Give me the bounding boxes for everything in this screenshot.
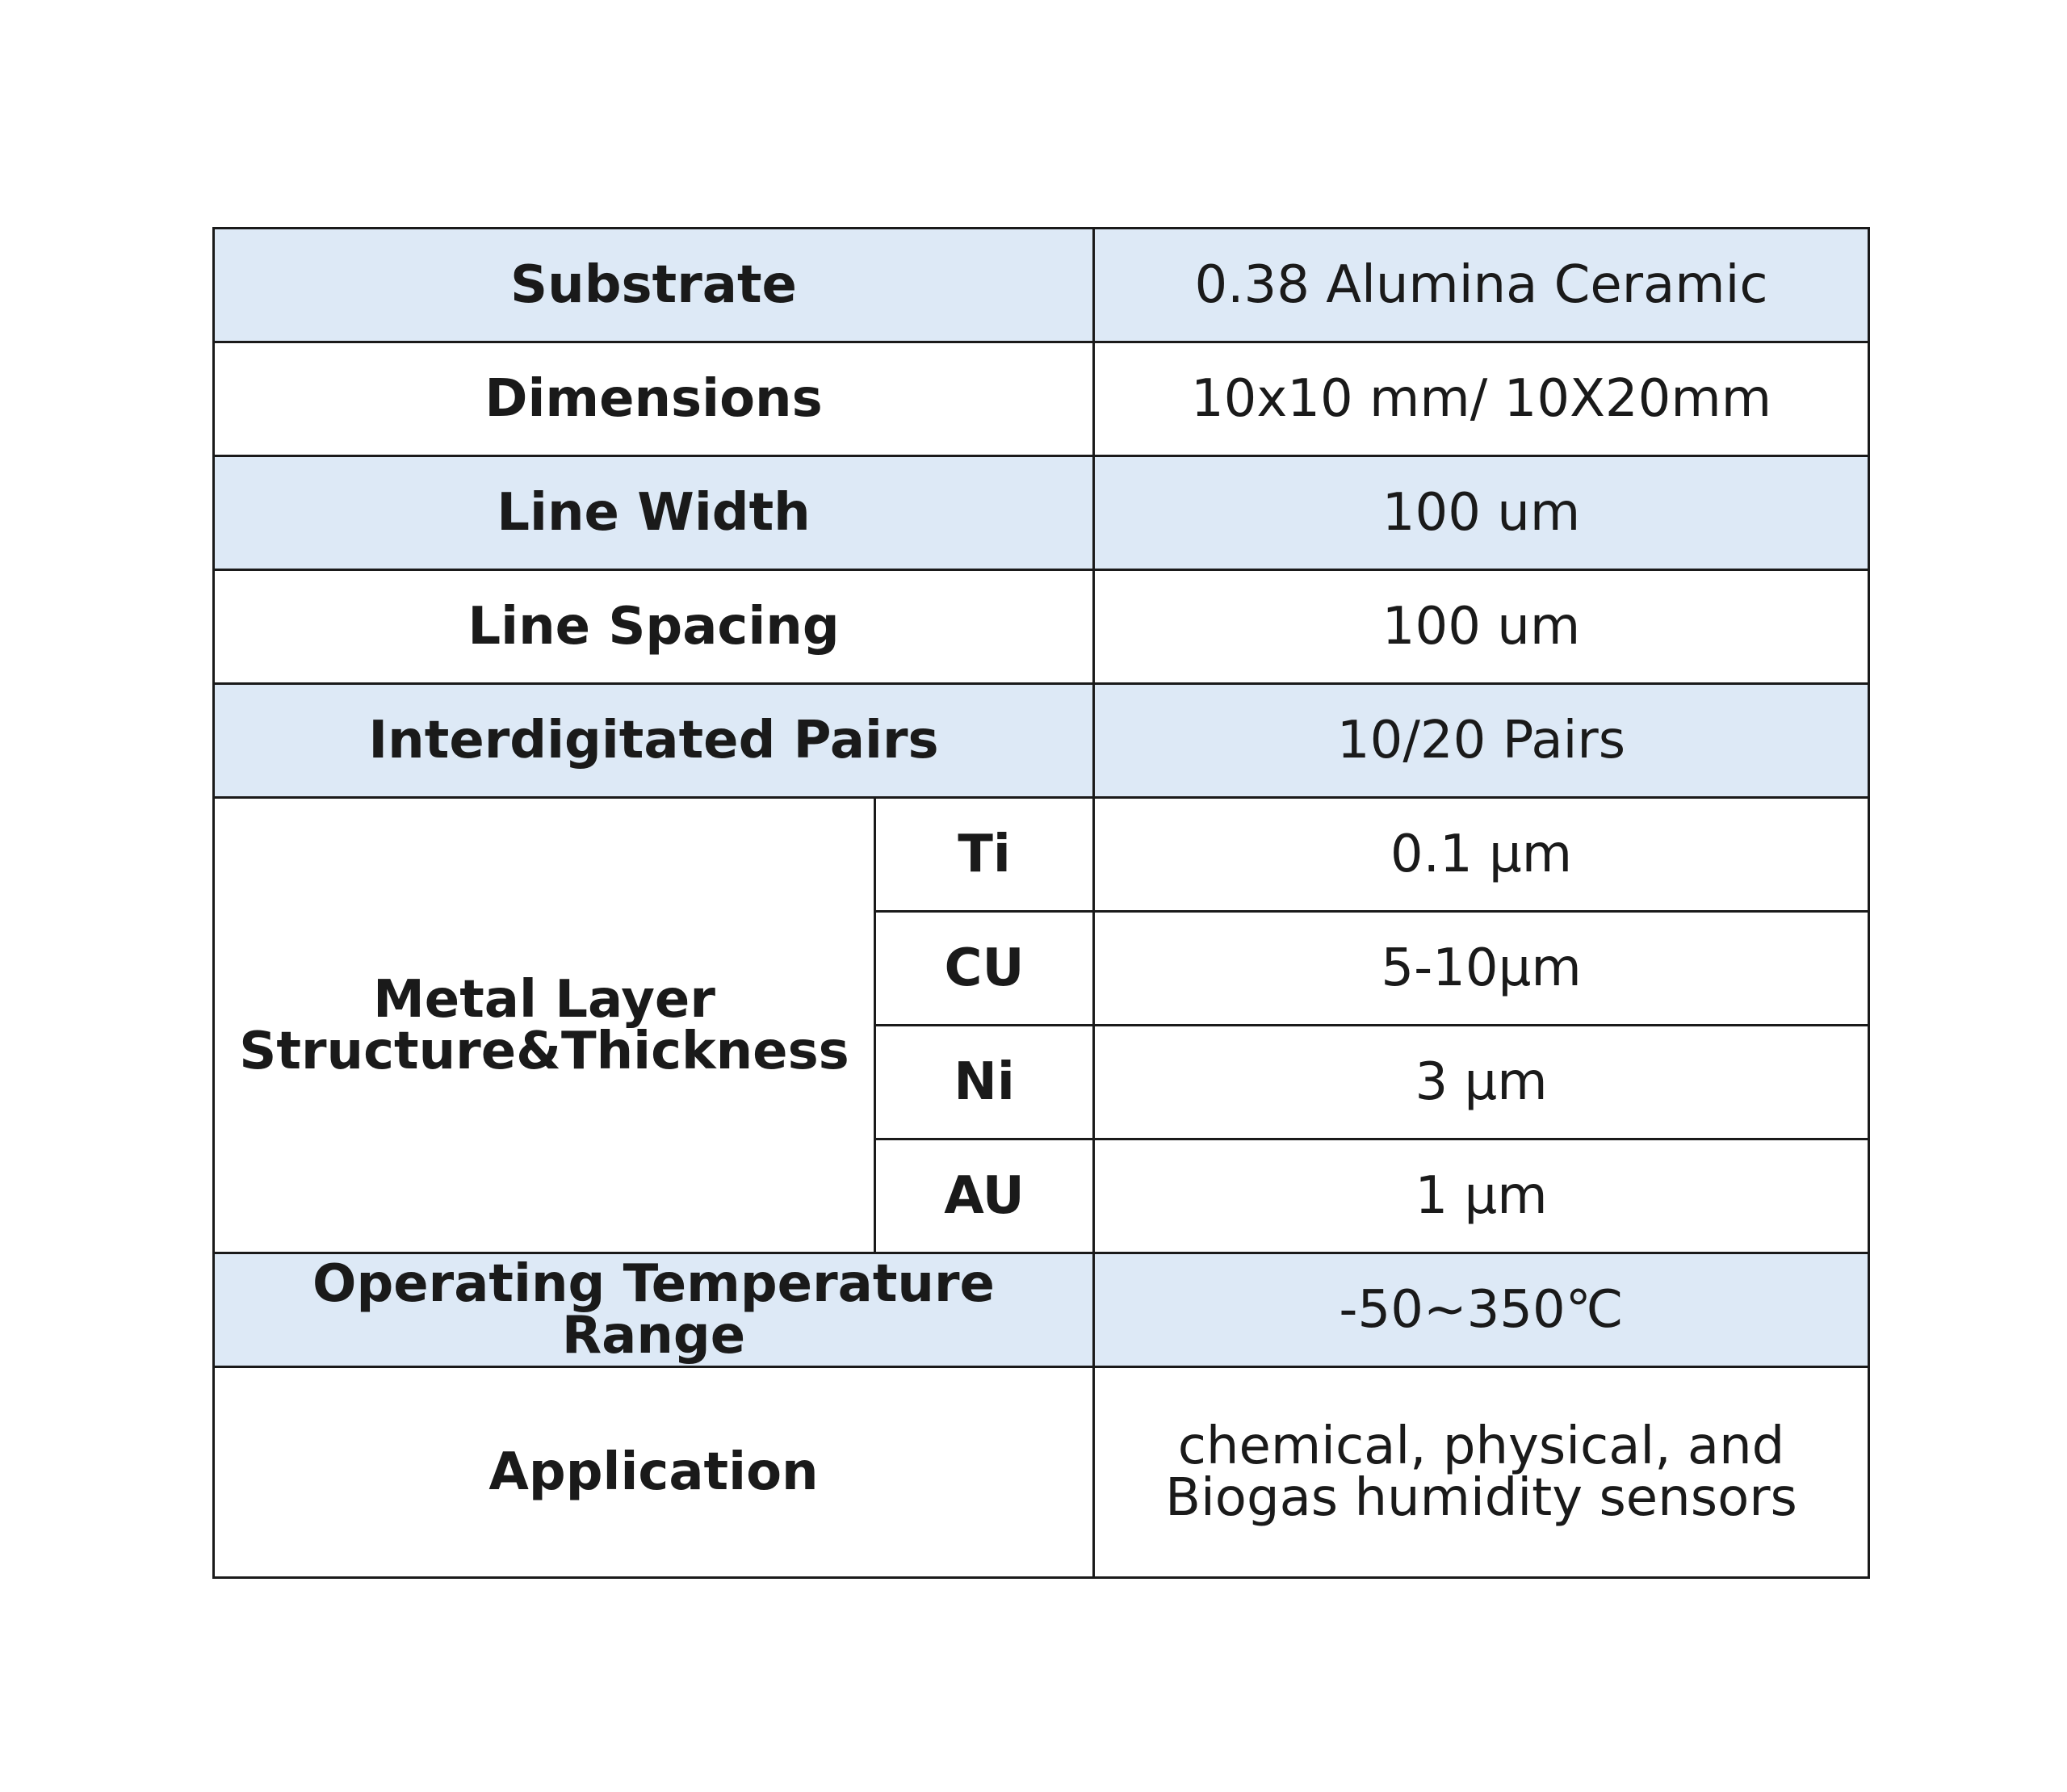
row-value-dimensions: 10x10 mm/ 10X20mm [1094, 342, 1869, 456]
metal-layer-value-au: 1 μm [1094, 1139, 1869, 1253]
row-label-line-spacing: Line Spacing [214, 570, 1094, 684]
row-value-line-width: 100 um [1094, 456, 1869, 570]
table-row-line-spacing [214, 570, 1869, 684]
row-value-application [1094, 1367, 1869, 1578]
table-row-operating-temperature [214, 1253, 1869, 1367]
table-row-metal-ti [214, 798, 1869, 912]
table-row-interdigitated-pairs [214, 684, 1869, 798]
metal-layer-label-line2: Structure&Thickness [239, 1021, 849, 1081]
row-label-application: Application [214, 1367, 1094, 1578]
metal-layer-name-cu: CU [875, 912, 1094, 1026]
table-row-dimensions [214, 342, 1869, 456]
table-row-application [214, 1367, 1869, 1578]
metal-layer-value-ni: 3 μm [1094, 1026, 1869, 1139]
metal-layer-value-ti: 0.1 μm [1094, 798, 1869, 912]
row-label-line-width: Line Width [214, 456, 1094, 570]
spec-table [212, 227, 1870, 1579]
row-value-line-spacing: 100 um [1094, 570, 1869, 684]
metal-layer-name-ni: Ni [875, 1026, 1094, 1139]
metal-layer-name-ti: Ti [875, 798, 1094, 912]
application-value-line1: chemical, physical, and [1177, 1416, 1785, 1476]
metal-layer-name-au: AU [875, 1139, 1094, 1253]
row-value-interdigitated-pairs: 10/20 Pairs [1094, 684, 1869, 798]
row-label-dimensions: Dimensions [214, 342, 1094, 456]
table-row-substrate [214, 229, 1869, 342]
row-label-substrate: Substrate [214, 229, 1094, 342]
row-label-interdigitated-pairs: Interdigitated Pairs [214, 684, 1094, 798]
table-row-line-width [214, 456, 1869, 570]
row-label-operating-temperature: Operating Temperature Range [214, 1253, 1094, 1367]
metal-layer-value-cu: 5-10μm [1094, 912, 1869, 1026]
row-value-operating-temperature: -50~350℃ [1094, 1253, 1869, 1367]
application-value-line2: Biogas humidity sensors [1165, 1468, 1797, 1528]
metal-layer-label-line1: Metal Layer [373, 969, 715, 1030]
row-value-substrate: 0.38 Alumina Ceramic [1094, 229, 1869, 342]
metal-layer-label [214, 798, 875, 1253]
